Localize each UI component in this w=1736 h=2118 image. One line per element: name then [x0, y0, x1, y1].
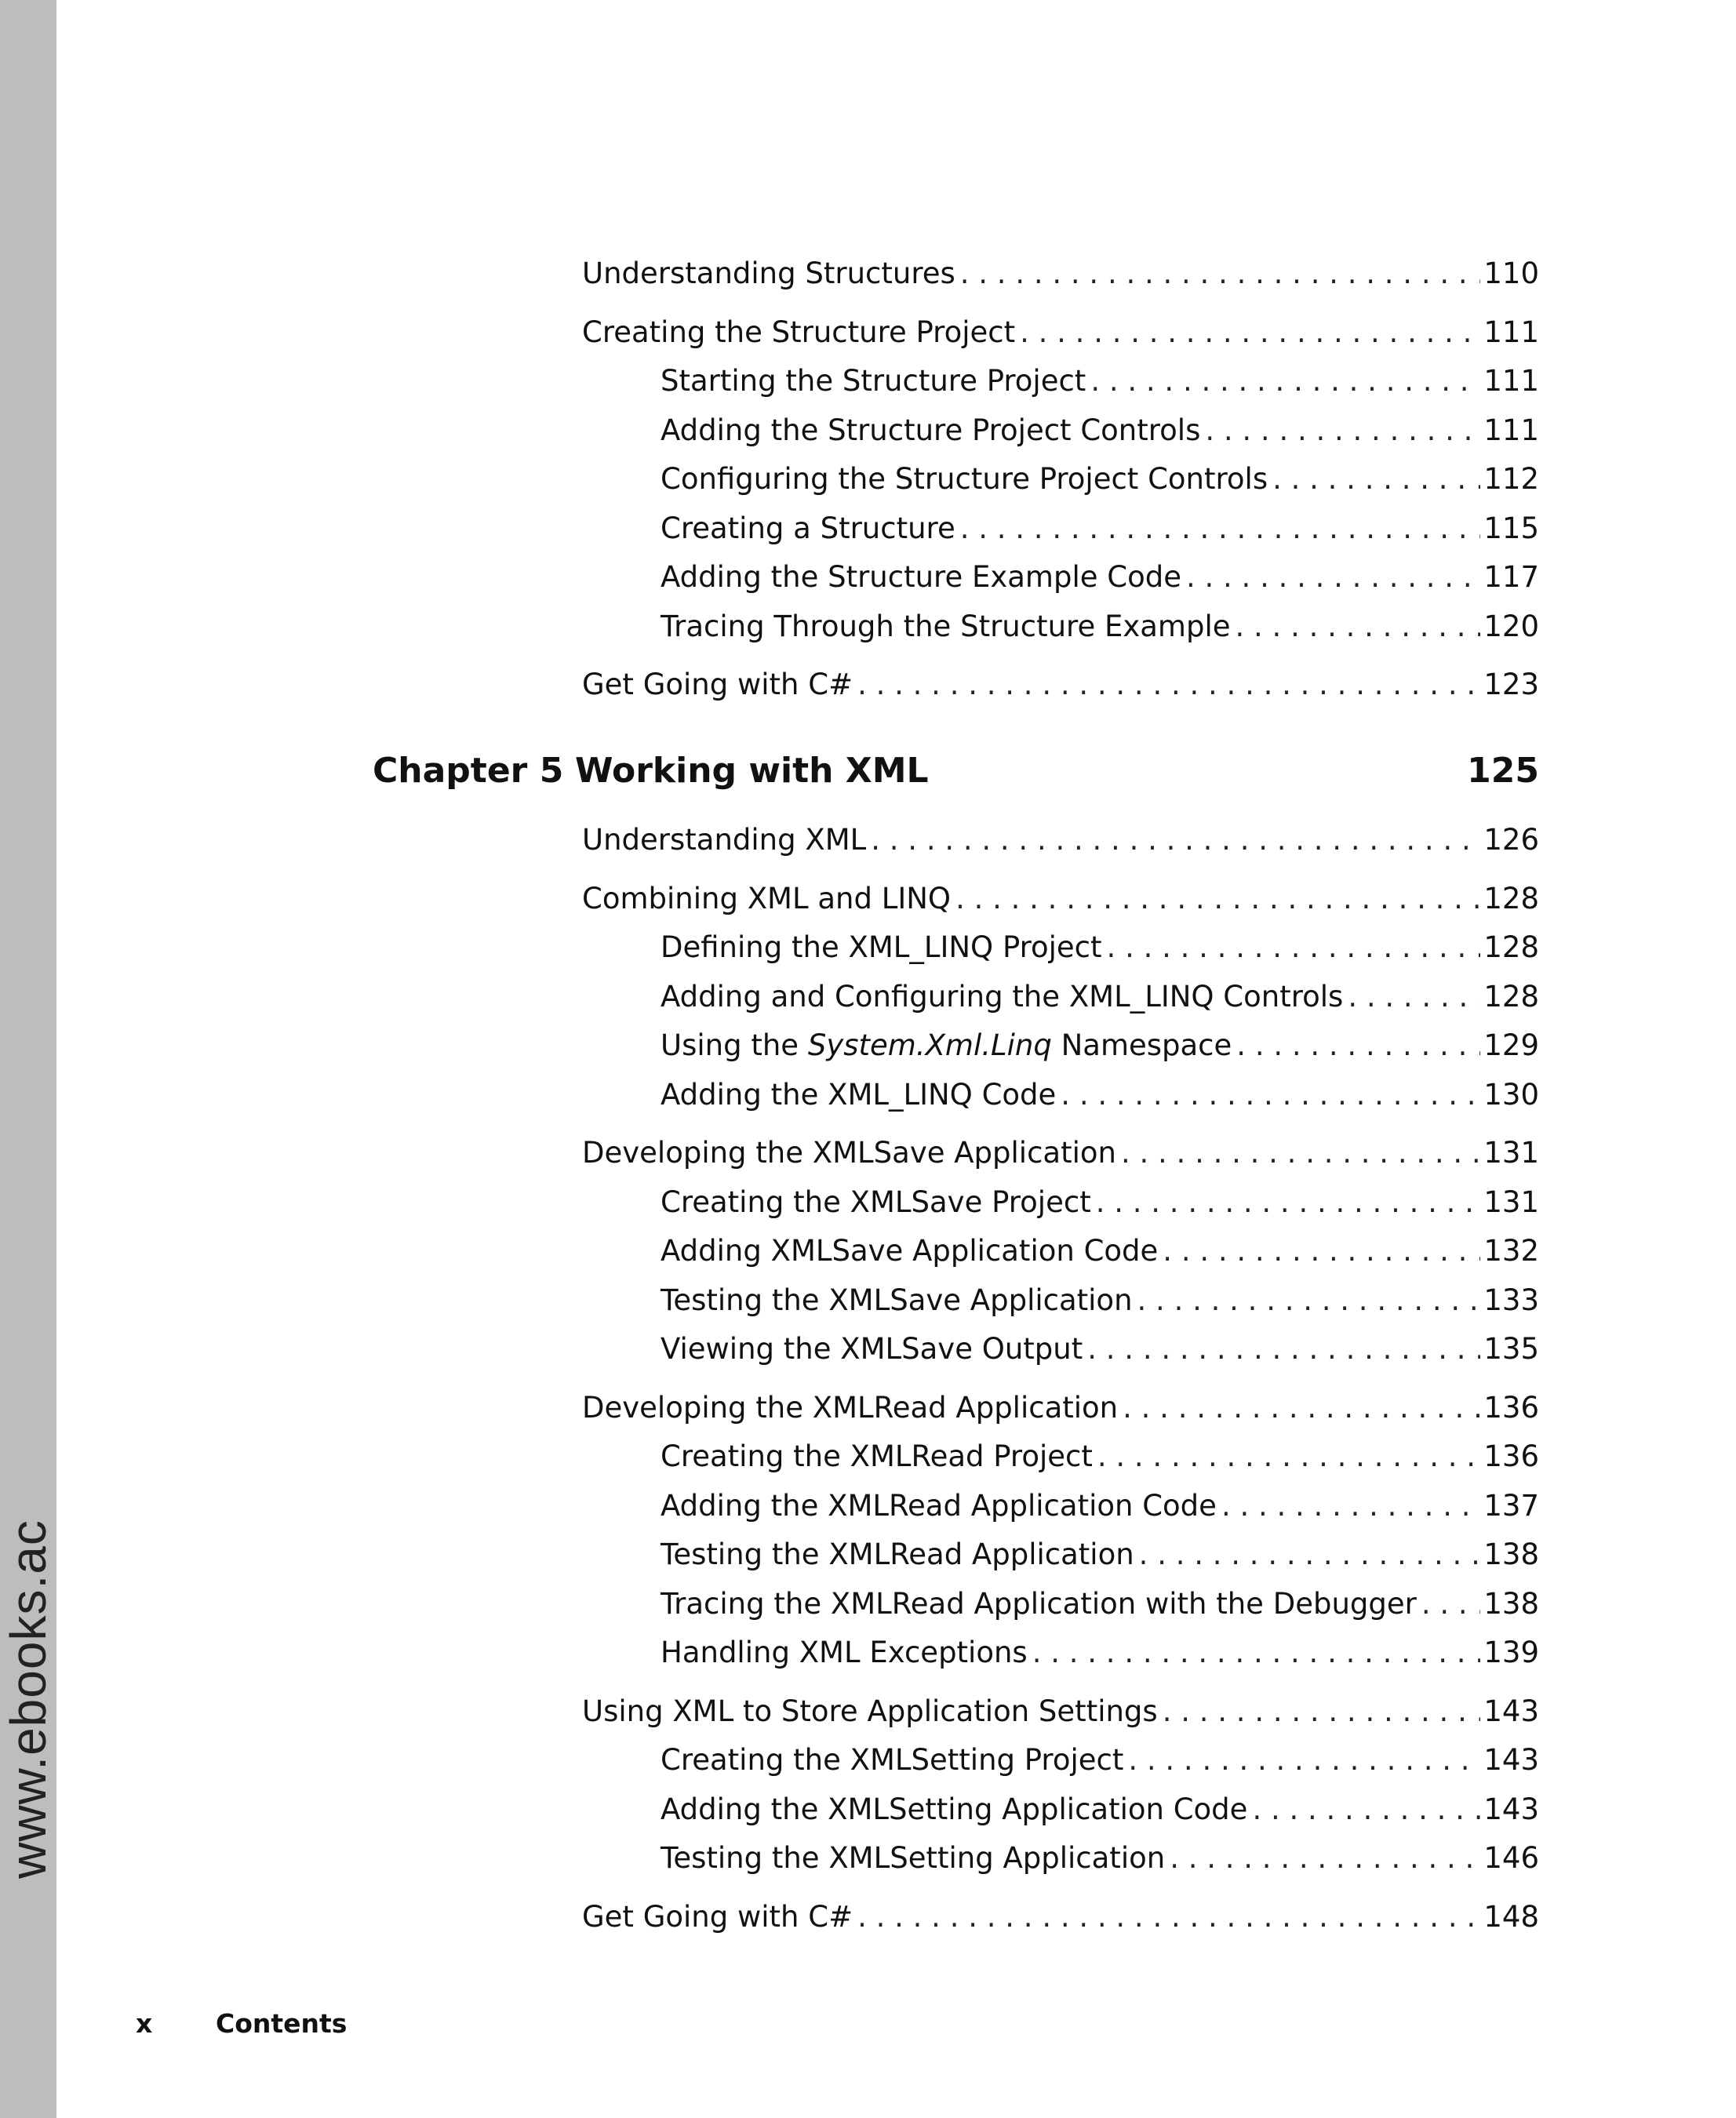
toc-entry[interactable] — [582, 1276, 1539, 1326]
dot-leader — [1417, 1580, 1481, 1629]
toc-entry-title: Get Going with C# — [582, 1899, 853, 1934]
toc-entry[interactable] — [582, 406, 1539, 456]
toc-entry[interactable] — [582, 602, 1539, 652]
toc-entry[interactable] — [582, 1530, 1539, 1580]
toc-entry-page: 111 — [1483, 315, 1539, 349]
toc-entry-page: 143 — [1483, 1792, 1539, 1826]
toc-entry-title: Combining XML and LINQ — [582, 881, 952, 915]
toc-entry[interactable] — [582, 1580, 1539, 1629]
toc-entry-title: Handling XML Exceptions — [661, 1636, 1028, 1669]
dot-leader — [1093, 1432, 1481, 1482]
toc-entry-page: 146 — [1483, 1841, 1539, 1875]
toc-entry-title: Developing the XMLRead Application — [582, 1390, 1119, 1425]
toc-entry-title: Adding the Structure Example Code — [661, 560, 1181, 594]
dot-leader — [1102, 923, 1481, 973]
dot-leader — [1268, 455, 1480, 504]
toc-entry[interactable] — [582, 249, 1539, 299]
toc-entry-page: 138 — [1483, 1538, 1539, 1571]
dot-leader — [1232, 1021, 1480, 1071]
dot-leader — [1200, 406, 1480, 456]
toc-entry[interactable] — [582, 1227, 1539, 1276]
toc-entry-title: Understanding Structures — [582, 257, 955, 290]
dot-leader — [1015, 308, 1480, 358]
dot-leader — [853, 661, 1480, 710]
dot-leader — [853, 1893, 1480, 1942]
dot-leader — [1086, 357, 1480, 406]
toc-entry-page: 139 — [1483, 1636, 1539, 1669]
toc-entry[interactable] — [582, 973, 1539, 1022]
toc-entry-title: Creating the Structure Project — [582, 315, 1016, 349]
toc-section-before — [582, 249, 1539, 710]
toc-entry[interactable] — [582, 455, 1539, 504]
toc-entry-title: Creating a Structure — [661, 511, 955, 545]
toc-entry-page: 131 — [1483, 1185, 1539, 1219]
toc-entry[interactable] — [582, 1834, 1539, 1883]
dot-leader — [1056, 1071, 1480, 1120]
dot-leader — [1181, 553, 1480, 602]
toc-entry[interactable] — [582, 504, 1539, 554]
toc-entry-page: 136 — [1483, 1439, 1539, 1473]
toc-entry[interactable] — [582, 1432, 1539, 1482]
toc-entry-page: 136 — [1483, 1390, 1539, 1425]
toc-entry-page: 132 — [1483, 1234, 1539, 1268]
toc-entry-page: 131 — [1483, 1136, 1539, 1170]
toc-entry-title: Adding and Configuring the XML_LINQ Controls — [661, 979, 1344, 1014]
dot-leader — [1217, 1482, 1480, 1531]
dot-leader — [1116, 1129, 1480, 1178]
dot-leader — [1123, 1736, 1480, 1785]
toc-entry[interactable] — [582, 875, 1539, 924]
toc-entry-page: 111 — [1483, 413, 1539, 447]
toc-chapter-entries — [582, 816, 1539, 1942]
toc-entry[interactable] — [582, 1178, 1539, 1228]
toc-entry[interactable] — [582, 1893, 1539, 1942]
toc-entry-title: Tracing Through the Structure Example — [661, 609, 1231, 643]
toc-entry-title: Using XML to Store Application Settings — [582, 1694, 1158, 1728]
toc-entry-page: 123 — [1483, 668, 1539, 701]
dot-leader — [1247, 1785, 1480, 1835]
dot-leader — [1165, 1834, 1480, 1883]
toc-entry-page: 120 — [1483, 609, 1539, 643]
toc-entry-title: Using the System.Xml.Linq Namespace — [661, 1028, 1232, 1062]
dot-leader — [1133, 1276, 1481, 1326]
toc-entry-page: 117 — [1483, 560, 1539, 594]
dot-leader — [1231, 602, 1481, 652]
toc-entry-title: Get Going with C# — [582, 668, 853, 701]
toc-entry-page: 111 — [1483, 364, 1539, 398]
toc-entry-title: Adding the XMLSetting Application Code — [661, 1792, 1248, 1826]
toc-entry[interactable] — [582, 308, 1539, 358]
toc-entry-page: 128 — [1483, 979, 1539, 1014]
toc-entry[interactable] — [582, 1325, 1539, 1374]
chapter-title: Working with XML — [575, 751, 929, 791]
chapter-page: 125 — [1467, 751, 1539, 791]
dot-leader — [1343, 973, 1480, 1022]
toc-entry[interactable] — [582, 1021, 1539, 1071]
toc-entry[interactable] — [582, 1482, 1539, 1531]
dot-leader — [1091, 1178, 1481, 1228]
toc-entry-page: 133 — [1483, 1283, 1539, 1317]
toc-entry[interactable] — [582, 923, 1539, 973]
toc-entry[interactable] — [582, 1384, 1539, 1433]
dot-leader — [866, 816, 1480, 865]
toc-entry-page: 128 — [1483, 930, 1539, 964]
dot-leader — [1028, 1629, 1481, 1678]
toc-entry-title: Creating the XMLSave Project — [661, 1185, 1091, 1219]
toc-entry-title: Developing the XMLSave Application — [582, 1136, 1116, 1170]
toc-entry-page: 138 — [1483, 1586, 1539, 1621]
page-edge-bar — [0, 0, 56, 2118]
toc-entry-title: Viewing the XMLSave Output — [661, 1332, 1083, 1366]
footer-label: Contents — [216, 2008, 348, 2039]
toc-entry[interactable] — [582, 1071, 1539, 1120]
toc-entry[interactable] — [582, 1785, 1539, 1835]
toc-entry-title: Adding the Structure Project Controls — [661, 413, 1201, 447]
toc-entry-title: Starting the Structure Project — [661, 364, 1086, 398]
watermark: www.ebooks.ac — [0, 1519, 56, 1879]
dot-leader — [1083, 1325, 1480, 1374]
page-footer — [136, 2008, 347, 2039]
toc-entry-page: 128 — [1483, 881, 1539, 915]
toc-entry-title: Tracing the XMLRead Application with the Debugger — [661, 1586, 1417, 1621]
footer-page-number: x — [136, 2008, 153, 2039]
toc-entry[interactable] — [582, 357, 1539, 406]
toc-entry-title: Adding XMLSave Application Code — [661, 1234, 1159, 1268]
toc-entry-page: 148 — [1483, 1899, 1539, 1934]
toc-entry[interactable] — [582, 1629, 1539, 1678]
dot-leader — [1134, 1530, 1481, 1580]
dot-leader — [1158, 1227, 1480, 1276]
dot-leader — [951, 875, 1480, 924]
dot-leader — [955, 504, 1481, 554]
toc-entry-title: Adding the XML_LINQ Code — [661, 1077, 1057, 1112]
toc-entry-page: 129 — [1483, 1028, 1539, 1062]
chapter-number: Chapter 5 — [373, 751, 564, 791]
toc-entry-page: 137 — [1483, 1488, 1539, 1523]
toc-entry[interactable] — [582, 1736, 1539, 1785]
toc-entry-title: Testing the XMLSetting Application — [661, 1841, 1166, 1875]
toc-entry-page: 115 — [1483, 511, 1539, 545]
toc-entry-title: Adding the XMLRead Application Code — [661, 1488, 1217, 1523]
toc-entry[interactable] — [582, 816, 1539, 865]
toc-entry-page: 130 — [1483, 1077, 1539, 1112]
toc-entry-title: Understanding XML — [582, 823, 867, 857]
toc-entry-page: 143 — [1483, 1743, 1539, 1777]
chapter-heading — [373, 751, 1539, 791]
toc-entry-page: 143 — [1483, 1694, 1539, 1728]
toc-entry-page: 112 — [1483, 462, 1539, 496]
toc-entry-page: 126 — [1483, 823, 1539, 857]
toc-entry-page: 110 — [1483, 257, 1539, 290]
toc-entry-title: Testing the XMLRead Application — [661, 1538, 1134, 1571]
toc-entry[interactable] — [582, 1129, 1539, 1178]
toc-entry[interactable] — [582, 553, 1539, 602]
toc-entry-title: Creating the XMLSetting Project — [661, 1743, 1124, 1777]
toc-entry-title: Defining the XML_LINQ Project — [661, 930, 1102, 964]
toc-entry[interactable] — [582, 1687, 1539, 1737]
toc-entry[interactable] — [582, 661, 1539, 710]
toc-entry-title: Configuring the Structure Project Controls — [661, 462, 1268, 496]
toc-entry-title: Testing the XMLSave Application — [661, 1283, 1133, 1317]
dot-leader — [955, 249, 1481, 299]
dot-leader — [1158, 1687, 1481, 1737]
toc-entry-page: 135 — [1483, 1332, 1539, 1366]
dot-leader — [1118, 1384, 1480, 1433]
toc-entry-title: Creating the XMLRead Project — [661, 1439, 1093, 1473]
